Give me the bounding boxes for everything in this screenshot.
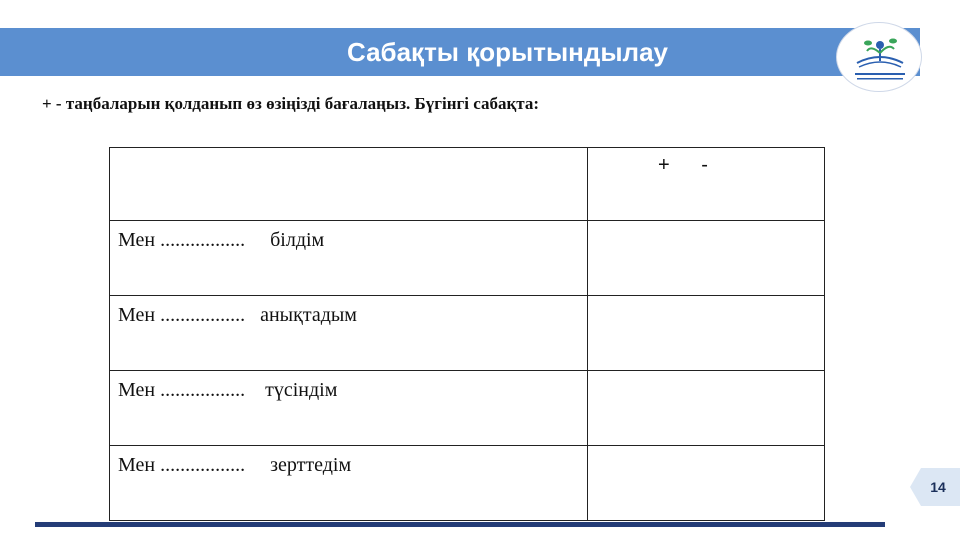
minus-sign: - xyxy=(701,154,708,176)
plus-minus-header xyxy=(588,148,825,221)
table-header-row xyxy=(110,148,825,221)
row-label: Мен ................. білдім xyxy=(110,221,588,296)
logo-emblem-icon xyxy=(837,23,923,93)
table-row xyxy=(110,296,825,371)
header-empty-cell xyxy=(110,148,588,221)
table-row xyxy=(110,221,825,296)
footer-divider xyxy=(35,522,885,527)
self-assessment-table xyxy=(109,147,825,521)
mark-cell[interactable] xyxy=(588,296,825,371)
instruction-text: + - таңбаларын қолданып өз өзіңізді бағалаңыз. Бүгінгі сабақта: xyxy=(42,94,539,113)
table-row xyxy=(110,371,825,446)
table-row xyxy=(110,446,825,521)
logo xyxy=(836,22,922,92)
row-label: Мен ................. түсіндім xyxy=(110,371,588,446)
row-label: Мен ................. зерттедім xyxy=(110,446,588,521)
slide-title: Сабақты қорытындылау xyxy=(346,37,668,67)
plus-sign: + xyxy=(658,154,670,176)
mark-cell[interactable] xyxy=(588,221,825,296)
row-label: Мен ................. анықтадым xyxy=(110,296,588,371)
mark-cell[interactable] xyxy=(588,446,825,521)
mark-cell[interactable] xyxy=(588,371,825,446)
page-number: 14 xyxy=(930,479,946,495)
